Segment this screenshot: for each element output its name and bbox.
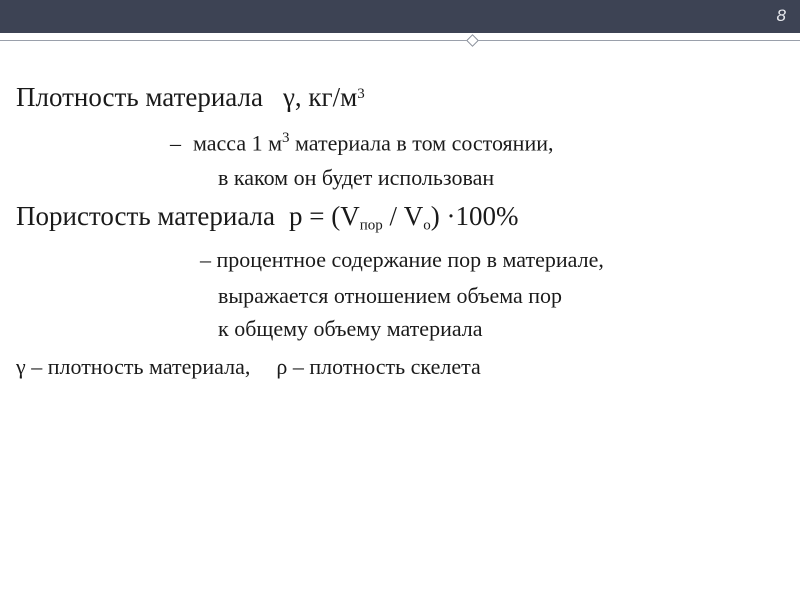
divider-diamond-icon (466, 34, 479, 47)
porosity-heading (16, 203, 518, 234)
density-definition-power: 3 (282, 130, 290, 146)
density-heading-text: Плотность материала (16, 82, 263, 112)
density-definition-pre: масса 1 м (193, 130, 283, 156)
porosity-formula-mid: / V (382, 201, 424, 231)
porosity-definition-text: процентное содержание пор в материале, (211, 247, 604, 272)
gamma-dash: – (25, 354, 48, 379)
porosity-formula-end: ) ·100% (430, 201, 519, 231)
porosity-definition-line-2: выражается отношением объема пор (218, 283, 563, 308)
density-definition-dash: – (170, 130, 181, 156)
porosity-definition-dash: – (200, 247, 211, 272)
divider-line (0, 40, 800, 41)
porosity-formula-start: p = (V (289, 201, 360, 231)
title-bar (0, 0, 800, 33)
density-unit-power: 3 (357, 85, 365, 102)
porosity-heading-text: Пористость материала (16, 201, 275, 231)
rho-description: плотность скелета (309, 354, 481, 379)
porosity-definition-line-1 (200, 249, 604, 271)
density-definition-post: материала в том состоянии, (289, 130, 554, 156)
slide-number: 8 (776, 6, 786, 25)
density-definition-line-2: в каком он будет использован (218, 165, 495, 190)
porosity-definition-line-3: к общему объему материала (218, 316, 483, 341)
symbols-legend (16, 356, 481, 378)
density-definition-line-1 (170, 131, 554, 154)
rho-symbol: ρ (276, 354, 288, 379)
gamma-symbol: γ (16, 354, 26, 379)
density-heading (16, 84, 365, 111)
rho-dash: – (287, 354, 310, 379)
porosity-formula-sub-o: o (423, 217, 431, 234)
porosity-formula-sub-por: пор (359, 217, 383, 234)
gamma-description: плотность материала, (47, 354, 251, 379)
density-symbol: γ, кг/м (282, 82, 358, 112)
